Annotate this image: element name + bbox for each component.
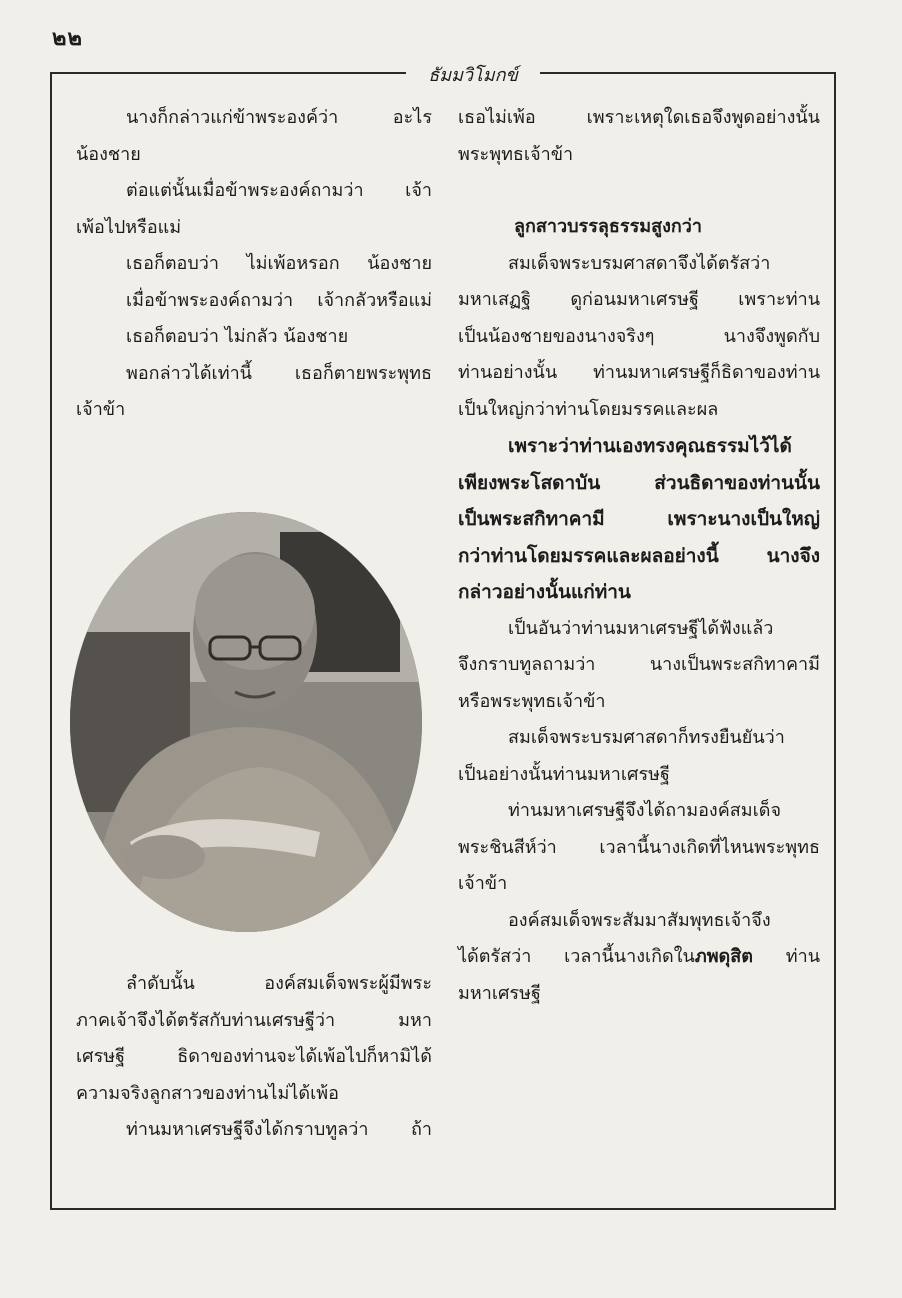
running-header: ธัมมวิโมกข์ — [428, 65, 518, 86]
text-line: สมเด็จพระบรมศาสดาจึงได้ตรัสว่า — [508, 252, 771, 274]
text-line: เป็นน้องชายของนางจริงๆ นางจึงพูดกับ — [458, 325, 820, 347]
text-line — [458, 939, 820, 976]
text-line: เจ้าข้า — [458, 873, 508, 894]
bold-text-line: เพราะว่าท่านเองทรงคุณธรรมไว้ได้ — [508, 435, 792, 457]
text-line: เศรษฐี ธิดาของท่านจะได้เพ้อไปก็หามิได้ — [76, 1046, 432, 1067]
text-span: ได้ตรัสว่า เวลานี้นางเกิดใน — [458, 946, 695, 967]
section-heading: ลูกสาวบรรลุธรรมสูงกว่า — [514, 216, 702, 237]
right-column — [458, 100, 820, 1012]
text-line: พระชินสีห์ว่า เวลานี้นางเกิดที่ไหนพระพุทธ — [458, 836, 820, 858]
text-span: ท่าน — [752, 946, 820, 967]
text-line: หรือพระพุทธเจ้าข้า — [458, 690, 606, 712]
bold-text-line: เพียงพระโสดาบัน ส่วนธิดาของท่านนั้น — [458, 471, 820, 494]
paragraph-spacer — [458, 173, 820, 209]
text-line: ท่านมหาเศรษฐีจึงได้ถามองค์สมเด็จ — [508, 800, 781, 821]
emphasis-bhop-dusit: ภพดุสิต — [694, 946, 753, 967]
text-line: เธอก็ตอบว่า ไม่เพ้อหรอก น้องชาย — [126, 253, 432, 274]
text-line: ท่านอย่างนั้น ท่านมหาเศรษฐีก็ธิดาของท่าน — [458, 362, 820, 383]
bold-text-line: เป็นพระสกิทาคามี เพราะนางเป็นใหญ่ — [458, 508, 820, 530]
bold-text-line: กว่าท่านโดยมรรคและผลอย่างนี้ นางจึง — [458, 544, 820, 567]
text-line: สมเด็จพระบรมศาสดาก็ทรงยืนยันว่า — [508, 727, 785, 748]
text-line: เพ้อไปหรือแม่ — [76, 216, 182, 238]
monk-portrait-photo — [70, 512, 422, 932]
text-line: พอกล่าวได้เท่านี้ เธอก็ตายพระพุทธ — [126, 362, 432, 384]
bold-text-line: กล่าวอย่างนั้นแก่ท่าน — [458, 581, 631, 603]
text-line: เธอไม่เพ้อ เพราะเหตุใดเธอจึงพูดอย่างนั้น — [458, 107, 820, 128]
text-line: ภาคเจ้าจึงได้ตรัสกับท่านเศรษฐีว่า มหา — [76, 1009, 432, 1031]
text-line: น้องชาย — [76, 143, 141, 165]
text-line: มหาเศรษฐี — [458, 982, 541, 1004]
text-line: เป็นอย่างนั้นท่านมหาเศรษฐี — [458, 763, 670, 785]
text-line: มหาเสฏฐิ ดูก่อนมหาเศรษฐี เพราะท่าน — [458, 289, 820, 310]
left-column-top — [76, 100, 432, 429]
page-number: ๒๒ — [52, 26, 84, 51]
text-line: ต่อแต่นั้นเมื่อข้าพระองค์ถามว่า เจ้า — [126, 180, 432, 201]
text-line: นางก็กล่าวแก่ข้าพระองค์ว่า อะไร — [126, 107, 432, 128]
left-column-bottom — [76, 966, 432, 1149]
text-line: ท่านมหาเศรษฐีจึงได้กราบทูลว่า ถ้า — [126, 1119, 432, 1140]
monk-portrait-illustration — [70, 512, 422, 932]
text-line: เธอก็ตอบว่า ไม่กลัว น้องชาย — [126, 326, 349, 347]
text-line: เป็นใหญ่กว่าท่านโดยมรรคและผล — [458, 398, 719, 420]
text-line: เจ้าข้า — [76, 399, 126, 420]
text-line: ลำดับนั้น องค์สมเด็จพระผู้มีพระ — [126, 973, 432, 994]
text-line: เป็นอันว่าท่านมหาเศรษฐีได้ฟังแล้ว — [508, 617, 774, 639]
text-line: องค์สมเด็จพระสัมมาสัมพุทธเจ้าจึง — [508, 909, 771, 931]
text-line: พระพุทธเจ้าข้า — [458, 143, 574, 165]
text-line: จึงกราบทูลถามว่า นางเป็นพระสกิทาคามี — [458, 654, 820, 675]
text-line: ความจริงลูกสาวของท่านไม่ได้เพ้อ — [76, 1082, 339, 1104]
text-line: เมื่อข้าพระองค์ถามว่า เจ้ากลัวหรือแม่ — [126, 289, 432, 311]
